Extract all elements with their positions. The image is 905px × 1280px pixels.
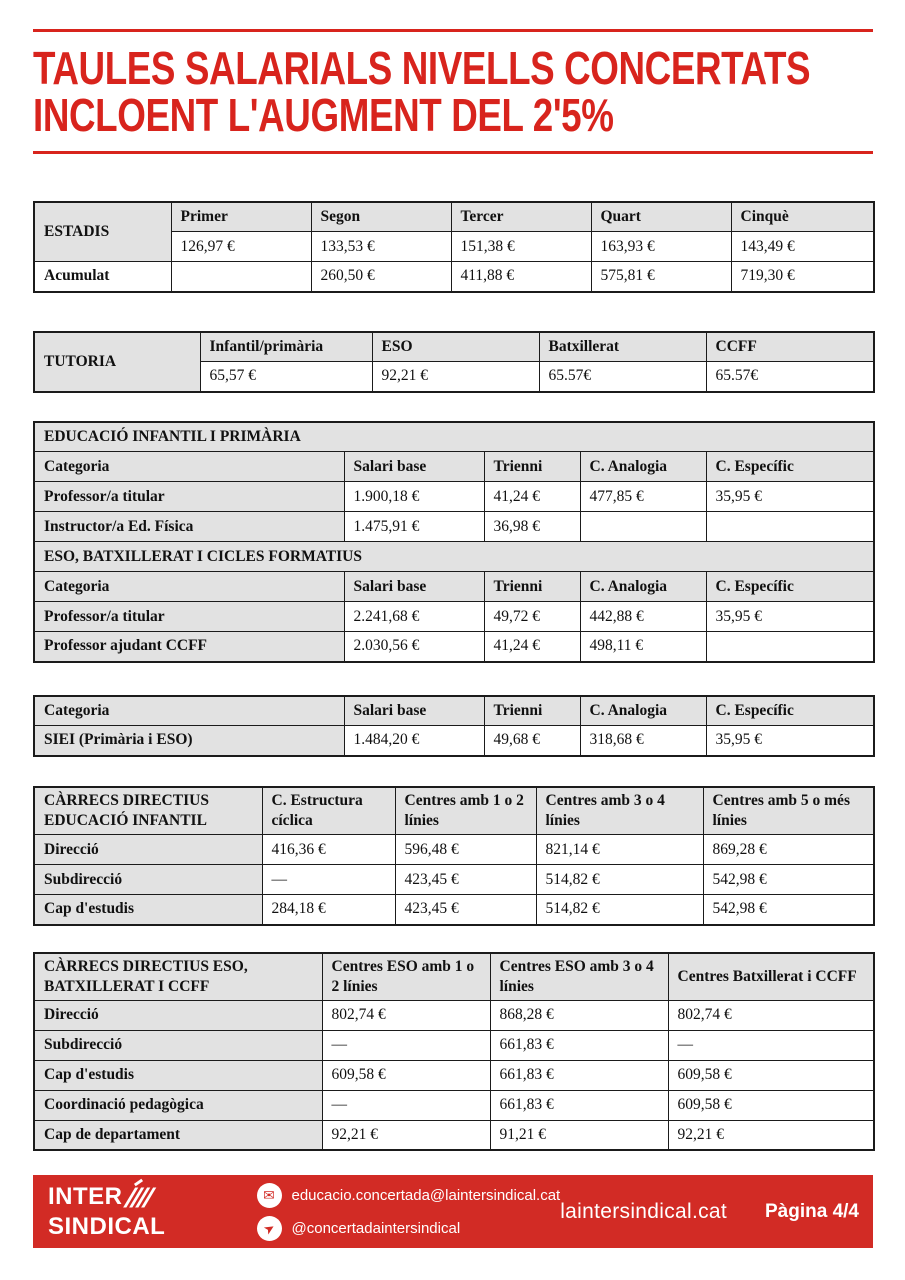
top-rule — [33, 29, 873, 32]
cell-value: 35,95 € — [706, 482, 874, 512]
column-header: Trienni — [484, 572, 580, 602]
cell-value: 2.241,68 € — [344, 602, 484, 632]
cell-value: 661,83 € — [490, 1030, 668, 1060]
cell-value — [706, 512, 874, 542]
salary-categories-table — [33, 421, 875, 663]
cell-value: 442,88 € — [580, 602, 706, 632]
cell-value: 260,50 € — [311, 262, 451, 292]
cell-value: 719,30 € — [731, 262, 874, 292]
cell-value — [580, 512, 706, 542]
cell-value: 49,72 € — [484, 602, 580, 632]
cell-value: 868,28 € — [490, 1000, 668, 1030]
cell-value — [706, 632, 874, 662]
column-header: C. Específic — [706, 572, 874, 602]
telegram-row — [257, 1216, 561, 1241]
cell-value: 126,97 € — [171, 232, 311, 262]
cell-value — [171, 262, 311, 292]
column-header: Categoria — [34, 696, 344, 726]
table-corner-label: CÀRRECS DIRECTIUS EDUCACIÓ INFANTIL — [34, 787, 262, 835]
email-address[interactable]: educacio.concertada@laintersindical.cat — [291, 1186, 561, 1204]
row-label: Cap de departament — [34, 1120, 322, 1150]
table-corner-label: ESTADIS — [34, 202, 171, 262]
column-header: C. Específic — [706, 452, 874, 482]
column-header: Trienni — [484, 696, 580, 726]
cell-value: 49,68 € — [484, 726, 580, 756]
cell-value: 133,53 € — [311, 232, 451, 262]
cell-value: 514,82 € — [536, 865, 703, 895]
row-label: Instructor/a Ed. Física — [34, 512, 344, 542]
column-header: Categoria — [34, 452, 344, 482]
cell-value: 802,74 € — [668, 1000, 874, 1030]
tutoria-table — [33, 331, 875, 393]
logo-slashes-icon: //// — [122, 1182, 153, 1213]
column-header: Quart — [591, 202, 731, 232]
column-header: Salari base — [344, 452, 484, 482]
row-label: Professor ajudant CCFF — [34, 632, 344, 662]
cell-value: 542,98 € — [703, 865, 874, 895]
estadis-table — [33, 201, 875, 293]
cell-value: 869,28 € — [703, 835, 874, 865]
cell-value: 609,58 € — [668, 1060, 874, 1090]
column-header: Cinquè — [731, 202, 874, 232]
row-label: Subdirecció — [34, 1030, 322, 1060]
column-header: C. Analogia — [580, 696, 706, 726]
title-line-1: TAULES SALARIALS NIVELLS CONCERTATS — [33, 42, 811, 94]
contact-block — [257, 1183, 561, 1241]
cell-value: 284,18 € — [262, 895, 395, 925]
cell-value: 65.57€ — [706, 362, 874, 392]
column-header: Centres Batxillerat i CCFF — [668, 953, 874, 1001]
email-row — [257, 1183, 561, 1208]
cell-value: 477,85 € — [580, 482, 706, 512]
siei-table — [33, 695, 875, 757]
row-label: Professor/a titular — [34, 482, 344, 512]
title-bottom-rule — [33, 151, 873, 154]
cell-value: 151,38 € — [451, 232, 591, 262]
section-title: ESO, BATXILLERAT I CICLES FORMATIUS — [34, 542, 874, 572]
row-label: Cap d'estudis — [34, 1060, 322, 1090]
carrecs-eso-table — [33, 952, 875, 1152]
column-header: Centres amb 5 o més línies — [703, 787, 874, 835]
cell-value: 1.484,20 € — [344, 726, 484, 756]
row-label: Direcció — [34, 835, 262, 865]
column-header: Tercer — [451, 202, 591, 232]
cell-value: 41,24 € — [484, 482, 580, 512]
cell-value: — — [322, 1030, 490, 1060]
cell-value: 661,83 € — [490, 1090, 668, 1120]
row-label: SIEI (Primària i ESO) — [34, 726, 344, 756]
column-header: Salari base — [344, 696, 484, 726]
cell-value: 318,68 € — [580, 726, 706, 756]
cell-value: 92,21 € — [322, 1120, 490, 1150]
cell-value: 92,21 € — [372, 362, 539, 392]
page-title — [33, 42, 905, 141]
column-header: Centres ESO amb 3 o 4 línies — [490, 953, 668, 1001]
title-line-2: INCLOENT L'AUGMENT DEL 2'5% — [33, 88, 614, 141]
column-header: Centres ESO amb 1 o 2 línies — [322, 953, 490, 1001]
envelope-glyph: ✉ — [263, 1186, 275, 1203]
column-header: Batxillerat — [539, 332, 706, 362]
cell-value: 609,58 € — [668, 1090, 874, 1120]
cell-value: 2.030,56 € — [344, 632, 484, 662]
cell-value: 821,14 € — [536, 835, 703, 865]
row-label: Professor/a titular — [34, 602, 344, 632]
row-label: Acumulat — [34, 262, 171, 292]
row-label: Subdirecció — [34, 865, 262, 895]
cell-value: 143,49 € — [731, 232, 874, 262]
cell-value: 411,88 € — [451, 262, 591, 292]
table-corner-label: CÀRRECS DIRECTIUS ESO, BATXILLERAT I CCFF — [34, 953, 322, 1001]
cell-value: 35,95 € — [706, 602, 874, 632]
cell-value: 498,11 € — [580, 632, 706, 662]
cell-value: 36,98 € — [484, 512, 580, 542]
cell-value: 1.475,91 € — [344, 512, 484, 542]
cell-value: 92,21 € — [668, 1120, 874, 1150]
cell-value: 65,57 € — [200, 362, 372, 392]
cell-value: 416,36 € — [262, 835, 395, 865]
telegram-handle[interactable]: @concertadaintersindical — [291, 1219, 461, 1237]
envelope-icon — [257, 1183, 282, 1208]
cell-value: 1.900,18 € — [344, 482, 484, 512]
column-header: Categoria — [34, 572, 344, 602]
cell-value: 542,98 € — [703, 895, 874, 925]
cell-value: 41,24 € — [484, 632, 580, 662]
telegram-icon — [257, 1216, 282, 1241]
section-title: EDUCACIÓ INFANTIL I PRIMÀRIA — [34, 422, 874, 452]
row-label: Cap d'estudis — [34, 895, 262, 925]
column-header: Segon — [311, 202, 451, 232]
telegram-glyph: ➤ — [260, 1219, 278, 1238]
cell-value: 609,58 € — [322, 1060, 490, 1090]
cell-value: 35,95 € — [706, 726, 874, 756]
column-header: C. Estructura cíclica — [262, 787, 395, 835]
column-header: C. Analogia — [580, 452, 706, 482]
cell-value: 575,81 € — [591, 262, 731, 292]
cell-value: — — [668, 1030, 874, 1060]
cell-value: 423,45 € — [395, 895, 536, 925]
column-header: Primer — [171, 202, 311, 232]
cell-value: 423,45 € — [395, 865, 536, 895]
column-header: C. Específic — [706, 696, 874, 726]
cell-value: 514,82 € — [536, 895, 703, 925]
logo-text-sindical: SINDICAL — [48, 1212, 166, 1240]
column-header: ESO — [372, 332, 539, 362]
column-header: Infantil/primària — [200, 332, 372, 362]
cell-value: 91,21 € — [490, 1120, 668, 1150]
column-header: Centres amb 1 o 2 línies — [395, 787, 536, 835]
column-header: CCFF — [706, 332, 874, 362]
cell-value: 802,74 € — [322, 1000, 490, 1030]
cell-value: 163,93 € — [591, 232, 731, 262]
row-label: Direcció — [34, 1000, 322, 1030]
page-indicator: Pàgina 4/4 — [765, 1200, 859, 1222]
intersindical-logo — [48, 1182, 229, 1240]
logo-text-inter: INTER — [48, 1182, 123, 1210]
row-label: Coordinació pedagògica — [34, 1090, 322, 1120]
footer-bar — [33, 1175, 873, 1248]
cell-value: 65.57€ — [539, 362, 706, 392]
cell-value: — — [262, 865, 395, 895]
cell-value: 596,48 € — [395, 835, 536, 865]
column-header: Centres amb 3 o 4 línies — [536, 787, 703, 835]
carrecs-infantil-table — [33, 786, 875, 926]
column-header: Salari base — [344, 572, 484, 602]
column-header: Trienni — [484, 452, 580, 482]
website-link[interactable]: laintersindical.cat — [560, 1199, 727, 1223]
cell-value: 661,83 € — [490, 1060, 668, 1090]
column-header: C. Analogia — [580, 572, 706, 602]
table-corner-label: TUTORIA — [34, 332, 200, 392]
cell-value: — — [322, 1090, 490, 1120]
